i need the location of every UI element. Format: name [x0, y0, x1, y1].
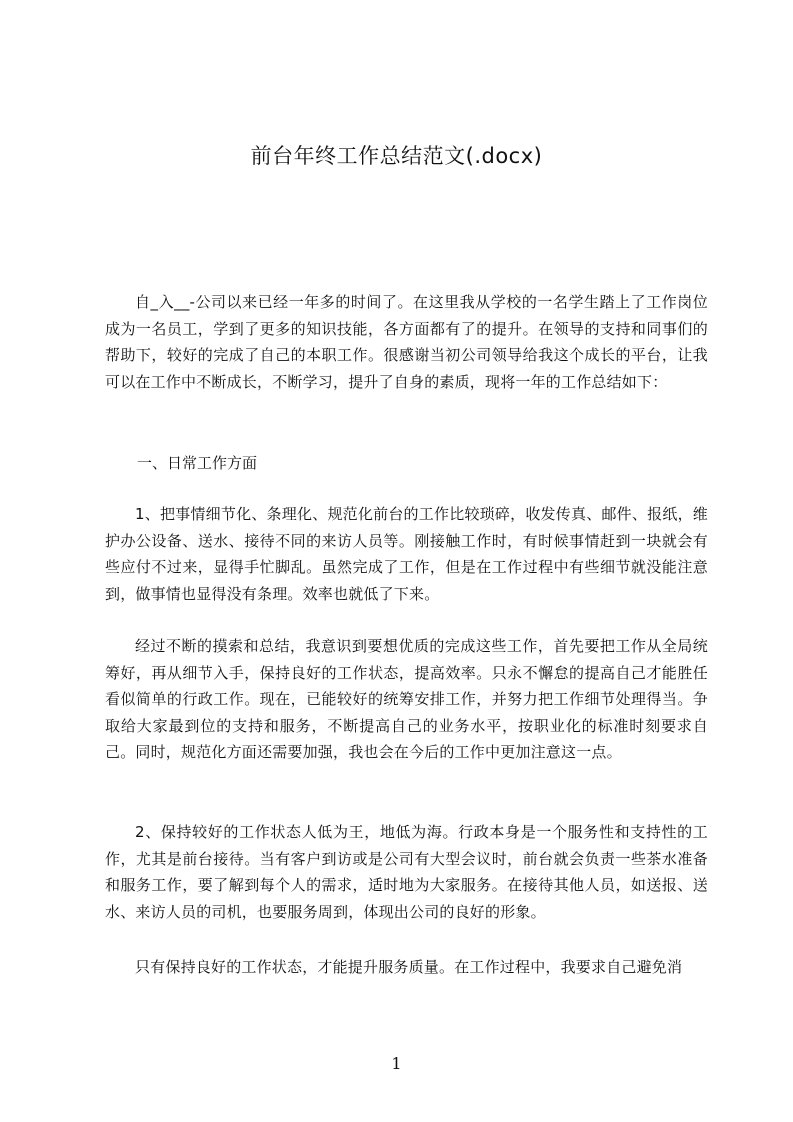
paragraph-item-2: 2、保持较好的工作状态人低为王，地低为海。行政本身是一个服务性和支持性的工作，尤其是前台接待。当有客户到访或是公司有大型会议时，前台就会负责一些茶水准备和服务工作，要了解到每个人的需求，适时地为大家服务。在接待其他人员，如送报、送水、来访人员的司机，也要服务周到，体现出公司的良好的形象。 — [105, 823, 708, 921]
paragraph-summary: 经过不断的摸索和总结，我意识到要想优质的完成这些工作，首先要把工作从全局统筹好，再从细节入手，保持良好的工作状态，提高效率。只永不懈怠的提高自己才能胜任看似简单的行政工作。现在，已能较好的统筹安排工作，并努力把工作细节处理得当。争取给大家最到位的支持和服务，不断提高自己的业务水平，按职业化的标准时刻要求自己。同时，规范化方面还需要加强，我也会在今后的工作中更加注意这一点。 — [105, 637, 708, 761]
section-heading: 一、日常工作方面 — [137, 454, 258, 472]
intro-paragraph-block — [105, 289, 708, 395]
document-title: 前台年终工作总结范文(.docx) — [250, 144, 543, 168]
page-number: 1 — [391, 1054, 402, 1073]
paragraph-block-2 — [105, 633, 708, 766]
paragraph-item-1: 1、把事情细节化、条理化、规范化前台的工作比较琐碎，收发传真、邮件、报纸，维护办公设备、送水、接待不同的来访人员等。刚接触工作时，有时候事情赶到一块就会有些应付不过来，显得手忙脚乱。虽然完成了工作，但是在工作过程中有些细节就没能注意到，做事情也显得没有条理。效率也就低了下来。 — [105, 505, 708, 603]
paragraph-block-1 — [105, 501, 708, 607]
paragraph-block-4 — [105, 954, 708, 981]
paragraph-intro: 自_入__-公司以来已经一年多的时间了。在这里我从学校的一名学生踏上了工作岗位成为一名员工，学到了更多的知识技能，各方面都有了的提升。在领导的支持和同事们的帮助下，较好的完成了自己的本职工作。很感谢当初公司领导给我这个成长的平台，让我可以在工作中不断成长，不断学习，提升了自身的素质，现将一年的工作总结如下： — [105, 293, 708, 391]
paragraph-block-3 — [105, 819, 708, 925]
paragraph-status: 只有保持良好的工作状态，才能提升服务质量。在工作过程中，我要求自己避免消 — [135, 958, 683, 976]
